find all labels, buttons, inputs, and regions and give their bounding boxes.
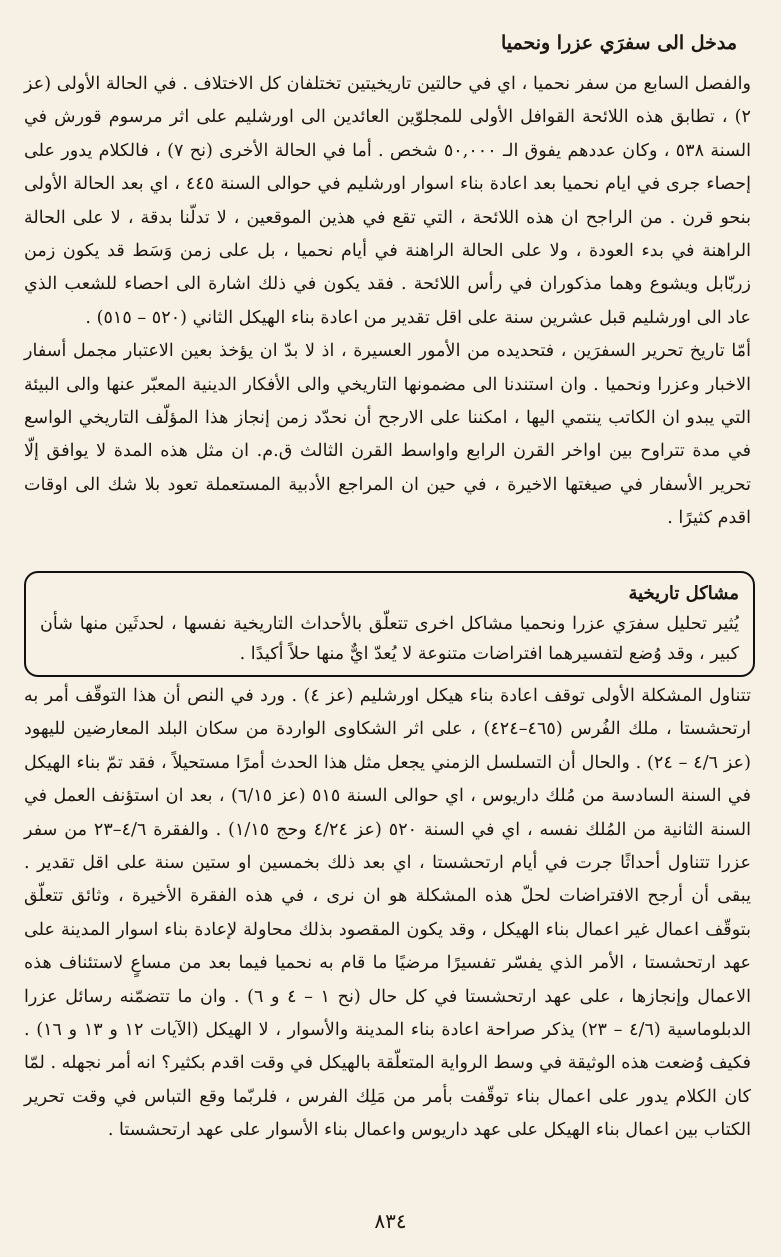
section-intro [24,68,751,536]
paragraph: أمّا تاريخ تحرير السفرَين ، فتحديده من الأمور العسيرة ، اذ لا بدّ ان يؤخذ بعين الاعتبار مجمل أسفار الاخبار وعزرا ونحميا . وان استندنا الى مضمونها التاريخي والى الأفكار الدينية المعبّر عنها والى البيئة التي يبدو ان الكاتب ينتمي اليها ، امكننا على الارجح أن نحدّد زمن إنجاز هذا المؤلّف التاريخي الواسع في مدة تتراوح بين اواخر القرن الرابع واواسط القرن الثالث ق.م. ان مثل هذه المدة لا يوافق إلّا تحرير الأسفار في صيغتها الاخيرة ، في حين ان المراجع الأدبية المستعملة تعود بلا شك الى اوقات اقدم كثيرًا . [24,341,751,529]
boxed-paragraph: يُثير تحليل سفرَي عزرا ونحميا مشاكل اخرى تتعلّق بالأحداث التاريخية نفسها ، لحدثَين منها شأن كبير ، وقد وُضع لتفسيرهما افتراضات متنوعة لا يُعدّ ايٌّ منها حلاً أكيدًا . [40,614,739,664]
paragraph: والفصل السابع من سفر نحميا ، اي في حالتين تاريخيتين تختلفان كل الاختلاف . في الحالة الأولى (عز ٢) ، تطابق هذه اللائحة القوافل الأولى للمجلوّين العائدين الى اورشليم على اثر مرسوم قورش في السنة ٥٣٨ ، وكان عددهم يفوق الـ ٥٠,٠٠٠ شخص . أما في الحالة الأخرى (نح ٧) ، فالكلام يدور على إحصاء جرى في ايام نحميا بعد اعادة بناء اسوار اورشليم في حوالى السنة ٤٤٥ ، اي بعد الحالة الأولى بنحو قرن . من الراجح ان هذه اللائحة ، التي تقع في هذين الموقعين ، لا تدلّنا بدقة ، لا على الحالة الراهنة في بدء العودة ، ولا على الحالة الراهنة في أيام نحميا ، بل على زمن وَسَط قد يكون زمن زربّابل ويشوع وهما مذكوران في رأس اللائحة . فقد يكون في ذلك اشارة الى احصاء للشعب الذي عاد الى اورشليم قبل عشرين سنة على اقل تقدير من اعادة بناء الهيكل الثاني (٥٢٠ – ٥١٥) . [24,74,752,328]
boxed-section [24,571,755,677]
section-heading: مشاكل تاريخية [628,583,739,604]
section-history [24,680,751,1148]
running-header: مدخل الى سفرَي عزرا ونحميا [500,32,737,54]
page-number: ٨٣٤ [374,1209,407,1233]
paragraph: تتناول المشكلة الأولى توقف اعادة بناء هيكل اورشليم (عز ٤) . ورد في النص أن هذا التوقّف أمر به ارتحشستا ، ملك الفُرس (٤٦٥–٤٢٤) ، على اثر الشكاوى الواردة من سكان البلد المعارضين لليهود (عز ٤/٦ – ٢٤) . والحال أن التسلسل الزمني يجعل مثل هذا الحدث أمرًا مستحيلاً ، فقد تمّ بناء الهيكل في السنة السادسة من مُلك داريوس ، اي حوالى السنة ٥١٥ (عز ٦/١٥) ، بعد ان استؤنف العمل في السنة الثانية من المُلك نفسه ، اي في السنة ٥٢٠ (عز ٤/٢٤ وحج ١/١٥) . والفقرة ٤/٦–٢٣ من سفر عزرا تتناول أحداثًا جرت في أيام ارتحشستا ، اي بعد ذلك بخمسين او ستين سنة على اقل تقدير . يبقى أن أرجح الافتراضات لحلّ هذه المشكلة هو ان نرى ، في هذه الفقرة الأخيرة ، وثائق تتعلّق بتوقّف اعمال غير اعمال بناء الهيكل ، وقد يكون المقصود بذلك محاولة لإعادة بناء اسوار المدينة على عهد ارتحشستا ، الأمر الذي يفسّر تفسيرًا مرضيًا ما قام به نحميا فيما بعد من مساعٍ لاستئناف هذه الاعمال وإنجازها ، على عهد ارتحشستا في كل حال (نح ١ – ٤ و ٦) . وان ما تتضمّنه رسائل عزرا الدبلوماسية (٤/٦ – ٢٣) يذكر صراحة اعادة بناء المدينة والأسوار ، لا الهيكل (الآيات ١٢ و ١٣ و ١٦) . فكيف وُضعت هذه الوثيقة في وسط الرواية المتعلّقة بالهيكل في وقت اقدم بكثير؟ انه أمر نجهله . لمّا كان الكلام يدور على اعمال بناء توقّفت بأمر من مَلِك الفرس ، فلربّما وقع التباس في وقت تحرير الكتاب بين اعمال بناء الهيكل على عهد داريوس واعمال بناء الأسوار على عهد ارتحشستا . [24,686,752,1141]
